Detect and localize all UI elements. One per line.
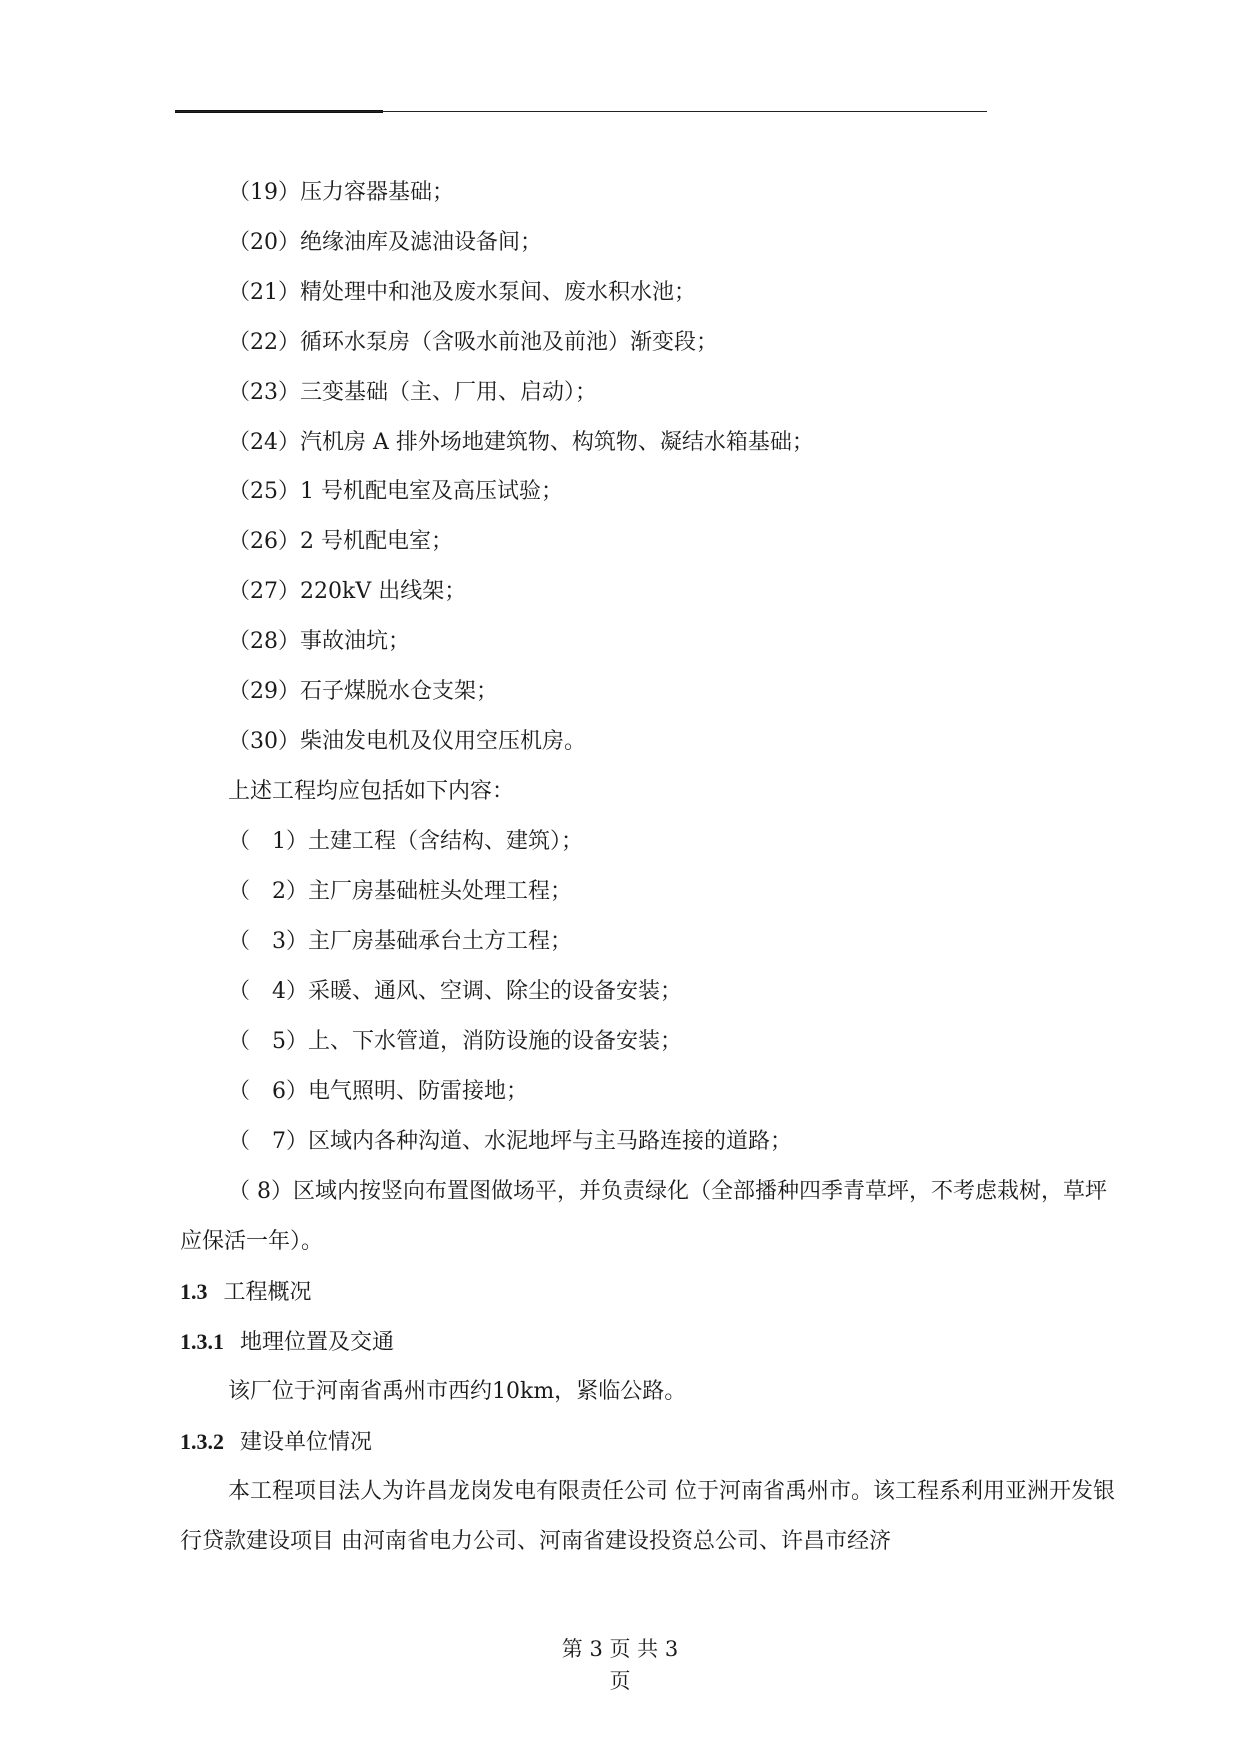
page-number: 第 3 页 共 3 <box>561 1637 679 1661</box>
list-item: （24）汽机房 A 排外场地建筑物、构筑物、凝结水箱基础； <box>228 430 814 455</box>
section-number: 1.3.1 <box>180 1329 224 1354</box>
list-item: （28）事故油坑； <box>228 629 410 654</box>
owner-paragraph: 本工程项目法人为许昌龙岗发电有限责任公司 位于河南省禹州市。该工程系利用亚洲开发银行贷款建设项目 由河南省电力公司、河南省建设投资总公司、许昌市经济 <box>180 1479 1115 1554</box>
list-item: （20）绝缘油库及滤油设备间； <box>228 230 542 255</box>
section-title: 建设单位情况 <box>240 1430 373 1455</box>
list-item: （25）1 号机配电室及高压试验； <box>228 479 563 504</box>
header-rule <box>175 111 987 112</box>
list-item: （27）220kV 出线架； <box>228 579 467 604</box>
content-item: （ 7）区域内各种沟道、水泥地坪与主马路连接的道路； <box>228 1129 792 1154</box>
content-item: （ 3）主厂房基础承台土方工程； <box>228 929 572 954</box>
list-item: （26）2 号机配电室； <box>228 529 453 554</box>
list-item: （19）压力容器基础； <box>228 180 454 205</box>
list-item: （22）循环水泵房（含吸水前池及前池）渐变段； <box>228 330 718 355</box>
section-number: 1.3.2 <box>180 1429 224 1454</box>
content-item: （ 5）上、下水管道，消防设施的设备安装； <box>228 1029 682 1054</box>
content-item: （ 6）电气照明、防雷接地； <box>228 1079 528 1104</box>
section-title: 工程概况 <box>223 1280 312 1305</box>
content-item: （ 4）采暖、通风、空调、除尘的设备安装； <box>228 979 682 1004</box>
list-item: （30）柴油发电机及仪用空压机房。 <box>228 729 586 754</box>
section-heading-1-3-1 <box>180 1327 394 1358</box>
section-heading-1-3-2 <box>180 1427 372 1458</box>
list-item: （29）石子煤脱水仓支架； <box>228 679 498 704</box>
section-heading-1-3 <box>180 1277 312 1308</box>
list-item: （21）精处理中和池及废水泵间、废水积水池； <box>228 280 696 305</box>
section-title: 地理位置及交通 <box>240 1330 395 1355</box>
list-item: （23）三变基础（主、厂用、启动）； <box>228 380 597 405</box>
location-paragraph: 该厂位于河南省禹州市西约10km，紧临公路。 <box>228 1379 687 1404</box>
intro-text: 上述工程均应包括如下内容： <box>228 779 515 804</box>
content-item: （ 1）土建工程（含结构、建筑）； <box>228 829 583 854</box>
page-number-suffix: 页 <box>609 1669 631 1693</box>
content-item-8: （ 8）区域内按竖向布置图做场平，并负责绿化（全部播种四季青草坪，不考虑栽树，草坪应保活一年）。 <box>180 1179 1107 1254</box>
page-footer <box>0 1633 1240 1697</box>
content-item: （ 2）主厂房基础桩头处理工程； <box>228 879 572 904</box>
section-number: 1.3 <box>180 1279 208 1304</box>
